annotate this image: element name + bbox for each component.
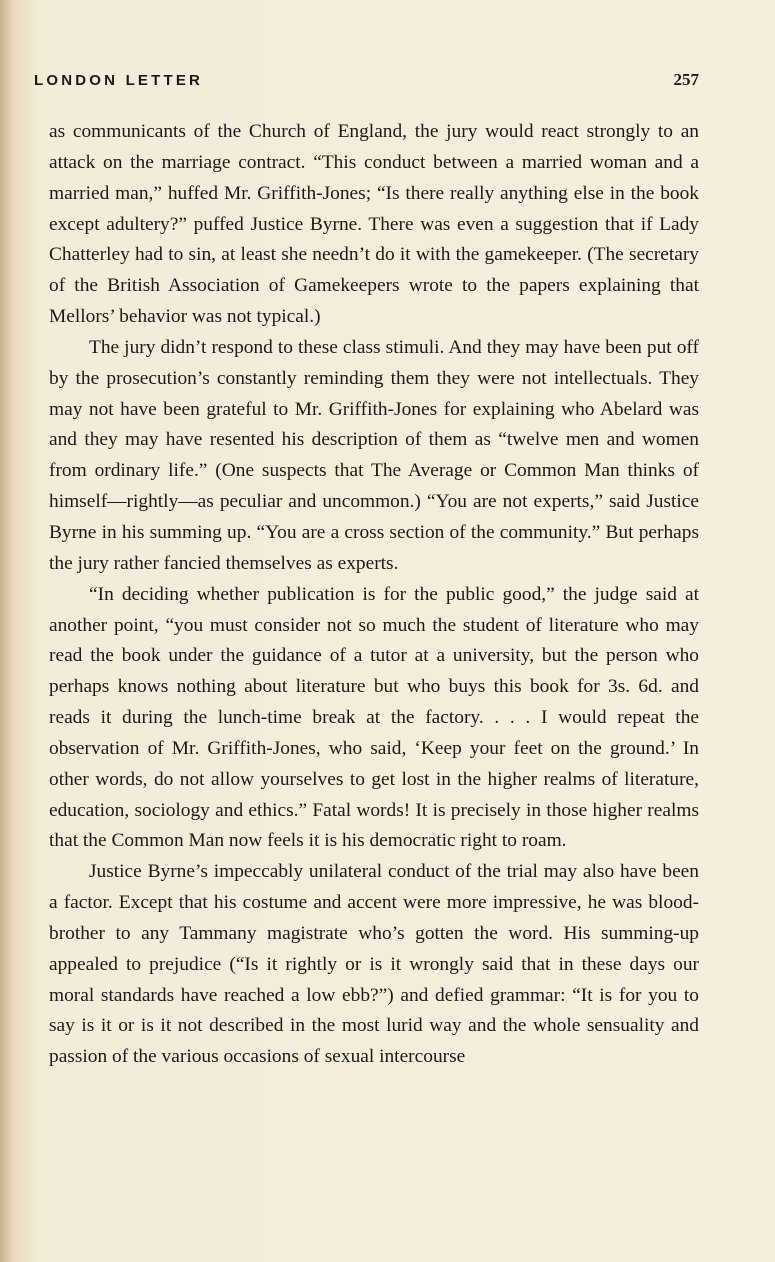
paragraph-1: as communicants of the Church of England, the jury would react strongly to an attack on the marriage contract. “This conduct between a married woman and a married man,” huffed Mr. Griffith-Jones; “Is there really anything else in the book except adultery?” puffed Justice Byrne. There was even a suggestion that if Lady Chatterley had to sin, at least she needn’t do it with the gamekeeper. (The secretary of the British Association of Gamekeepers wrote to the papers explaining that Mellors’ behavior was not typical.) xyxy=(49,121,699,328)
page-header xyxy=(34,70,699,96)
body-text xyxy=(49,117,699,1073)
paragraph-2: The jury didn’t respond to these class stimuli. And they may have been put off by the prosecution’s constantly reminding them they were not intellectuals. They may not have been grateful to Mr. Griffith-Jones for explaining who Abelard was and they may have resented his description of them as “twelve men and women from ordinary life.” (One suspects that The Average or Common Man thinks of himself—rightly—as peculiar and uncommon.) “You are not experts,” said Justice Byrne in his summing up. “You are a cross section of the community.” But perhaps the jury rather fancied themselves as experts. xyxy=(49,336,699,574)
paragraph-4: Justice Byrne’s impeccably unilateral conduct of the trial may also have been a factor. Except that his costume and accent were more impressive, he was blood-brother to any Tammany magistrate who’s gotten the word. His summing-up appealed to prejudice (“Is it rightly or is it wrongly said that in these days our moral standards have reached a low ebb?”) and defied grammar: “It is for you to say is it or is it not described in the most lurid way and the whole sensuality and passion of the various occasions of sexual intercourse xyxy=(49,861,699,1068)
page-number: 257 xyxy=(673,70,699,89)
running-head: LONDON LETTER xyxy=(34,72,204,89)
paragraph-3: “In deciding whether publication is for the public good,” the judge said at another point, “you must consider not so much the student of literature who may read the book under the guidance of a tutor at a university, but the person who perhaps knows nothing about literature but who buys this book for 3s. 6d. and reads it during the lunch-time break at the factory. . . . I would repeat the observation of Mr. Griffith-Jones, who said, ‘Keep your feet on the ground.’ In other words, do not allow yourselves to get lost in the higher realms of literature, education, sociology and ethics.” Fatal words! It is precisely in those higher realms that the Common Man now feels it is his democratic right to roam. xyxy=(49,583,699,852)
